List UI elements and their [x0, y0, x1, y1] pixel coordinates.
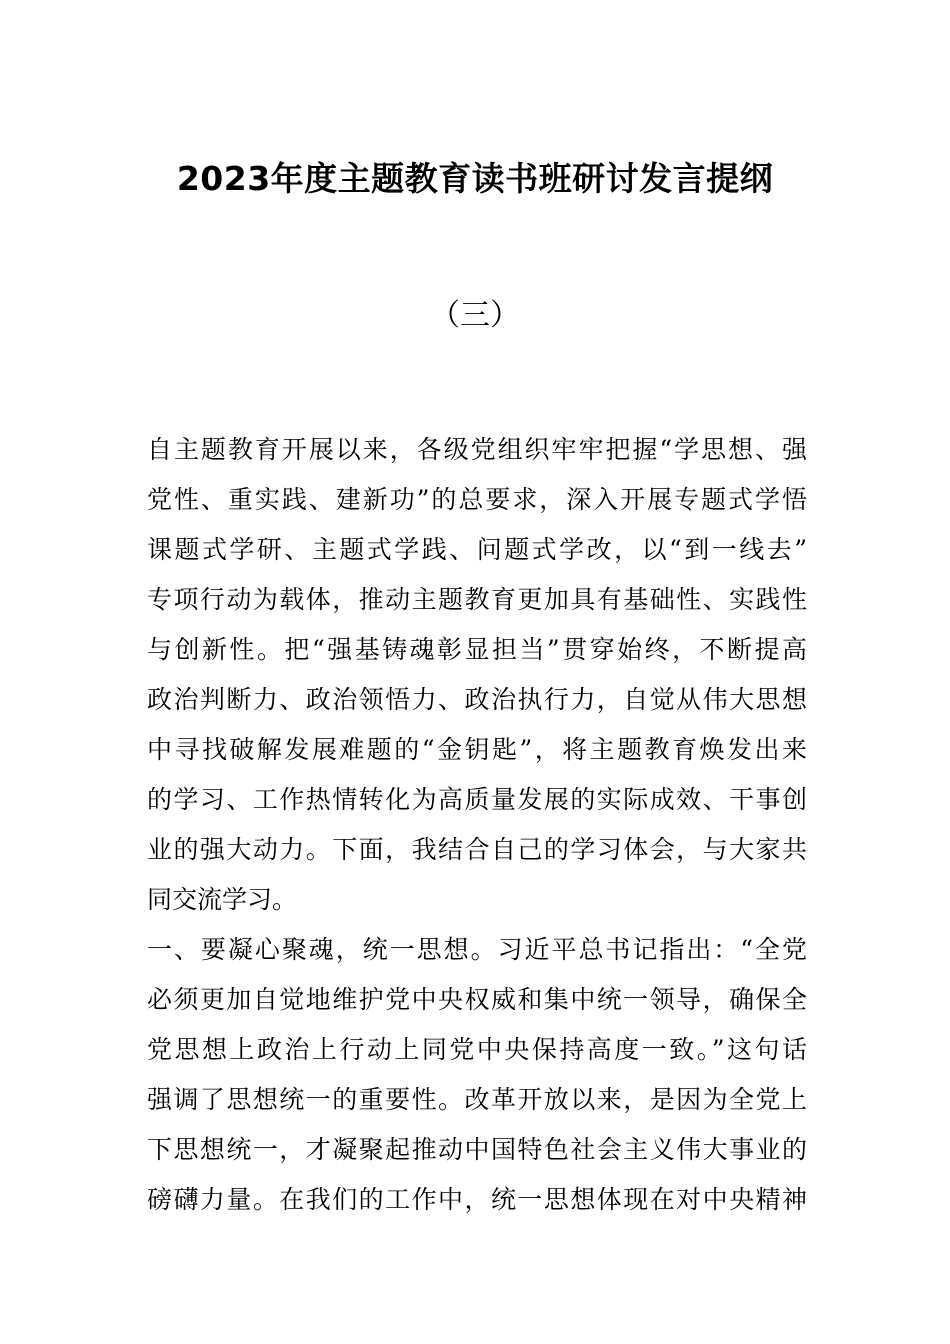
- body-line: 党思想上政治上行动上同党中央保持高度一致。”这句话: [147, 1035, 807, 1064]
- body-line: 与创新性。把“强基铸魂彰显担当”贯穿始终，不断提高: [147, 635, 807, 664]
- body-line: 政治判断力、政治领悟力、政治执行力，自觉从伟大思想: [147, 685, 807, 714]
- body-line: 的学习、工作热情转化为高质量发展的实际成效、干事创: [147, 785, 807, 814]
- document-body: [147, 425, 807, 1225]
- body-line: 磅礴力量。在我们的工作中，统一思想体现在对中央精神: [147, 1185, 807, 1214]
- body-line: 一、要凝心聚魂，统一思想。习近平总书记指出：“全党: [147, 935, 807, 964]
- body-line: 党性、重实践、建新功”的总要求，深入开展专题式学悟: [147, 485, 807, 514]
- body-line: 专项行动为载体，推动主题教育更加具有基础性、实践性: [147, 585, 807, 614]
- body-line: 业的强大动力。下面，我结合自己的学习体会，与大家共: [147, 835, 807, 864]
- body-line: 强调了思想统一的重要性。改革开放以来，是因为全党上: [147, 1085, 807, 1114]
- body-line: 必须更加自觉地维护党中央权威和集中统一领导，确保全: [147, 985, 807, 1014]
- body-line: 中寻找破解发展难题的“金钥匙”，将主题教育焕发出来: [147, 735, 807, 764]
- body-line: 同交流学习。: [147, 885, 298, 914]
- document-subtitle: （三）: [430, 298, 520, 333]
- body-line: 课题式学研、主题式学践、问题式学改，以“到一线去”: [147, 535, 807, 564]
- body-line: 自主题教育开展以来，各级党组织牢牢把握“学思想、强: [147, 435, 807, 464]
- document-title: 2023年度主题教育读书班研讨发言提纲: [176, 159, 774, 198]
- body-line: 下思想统一，才凝聚起推动中国特色社会主义伟大事业的: [147, 1135, 807, 1164]
